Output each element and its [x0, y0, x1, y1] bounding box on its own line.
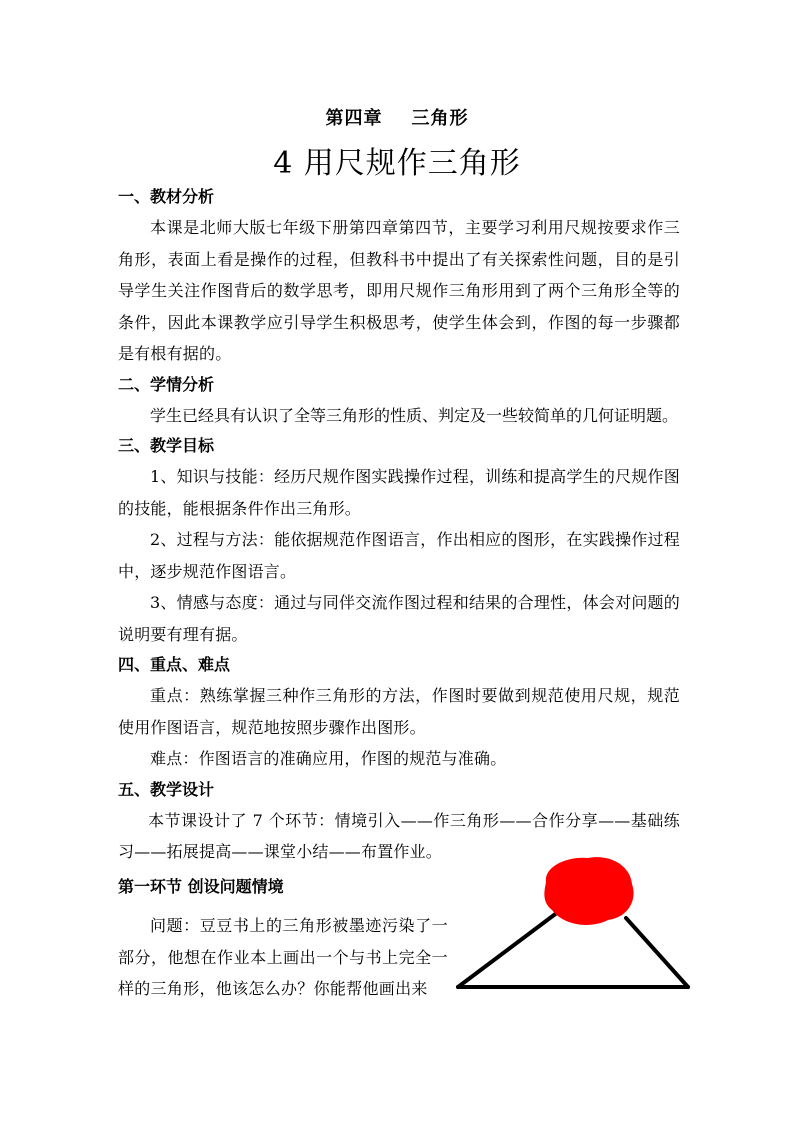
first-link-heading: 第一环节 创设问题情境: [118, 877, 284, 896]
lesson-title: 4 用尺规作三角形: [273, 146, 521, 181]
triangle-right-side: [626, 918, 688, 987]
section-heading-teaching-goals: 三、教学目标: [118, 436, 215, 455]
problem-paragraph: 问题：豆豆书上的三角形被墨迹污染了一部分，他想在作业本上画出一个与书上完全一样的三角形，他该怎么办？你能帮他画出来: [118, 916, 448, 998]
goal-emotion-attitude: 3、情感与态度：通过与同伴交流作图过程和结果的合理性，体会对问题的说明要有理有据。: [118, 593, 680, 644]
section-heading-key-difficult-points: 四、重点、难点: [118, 655, 231, 674]
textbook-analysis-paragraph: 本课是北师大版七年级下册第四章第四节，主要学习利用尺规按要求作三角形，表面上看是操作的过程，但教科书中提出了有关探索性问题，目的是引导学生关注作图背后的数学思考，即用尺规作三角形用到了两个三角形全等的条件，因此本课教学应引导学生积极思考，使学生体会到，作图的每一步骤都是有根有据的。: [118, 218, 680, 363]
key-point-paragraph: 重点：熟练掌握三种作三角形的方法，作图时要做到规范使用尺规，规范使用作图语言，规范地按照步骤作出图形。: [118, 686, 680, 737]
section-heading-teaching-design: 五、教学设计: [118, 779, 215, 799]
ink-stained-triangle-figure: [448, 852, 698, 1002]
section-heading-textbook-analysis: 一、教材分析: [118, 187, 215, 206]
section-heading-student-analysis: 二、学情分析: [118, 374, 215, 394]
goal-process-methods: 2、过程与方法：能依据规范作图语言，作出相应的图形，在实践操作过程中，逐步规范作图语言。: [118, 530, 680, 581]
chapter-heading: 第四章 三角形: [325, 108, 469, 129]
document-body: [118, 182, 680, 868]
difficult-point-paragraph: 难点：作图语言的准确应用，作图的规范与准确。: [150, 749, 507, 768]
triangle-left-side: [458, 912, 558, 987]
student-analysis-paragraph: 学生已经具有认识了全等三角形的性质、判定及一些较简单的几何证明题。: [150, 405, 679, 425]
teaching-design-paragraph: 本节课设计了 7 个环节：情境引入——作三角形——合作分享——基础练习——拓展提高——课堂小结——布置作业。: [118, 810, 680, 861]
goal-knowledge-skills: 1、知识与技能：经历尺规作图实践操作过程，训练和提高学生的尺规作图的技能，能根据条件作出三角形。: [118, 467, 680, 518]
ink-blot: [544, 857, 633, 925]
